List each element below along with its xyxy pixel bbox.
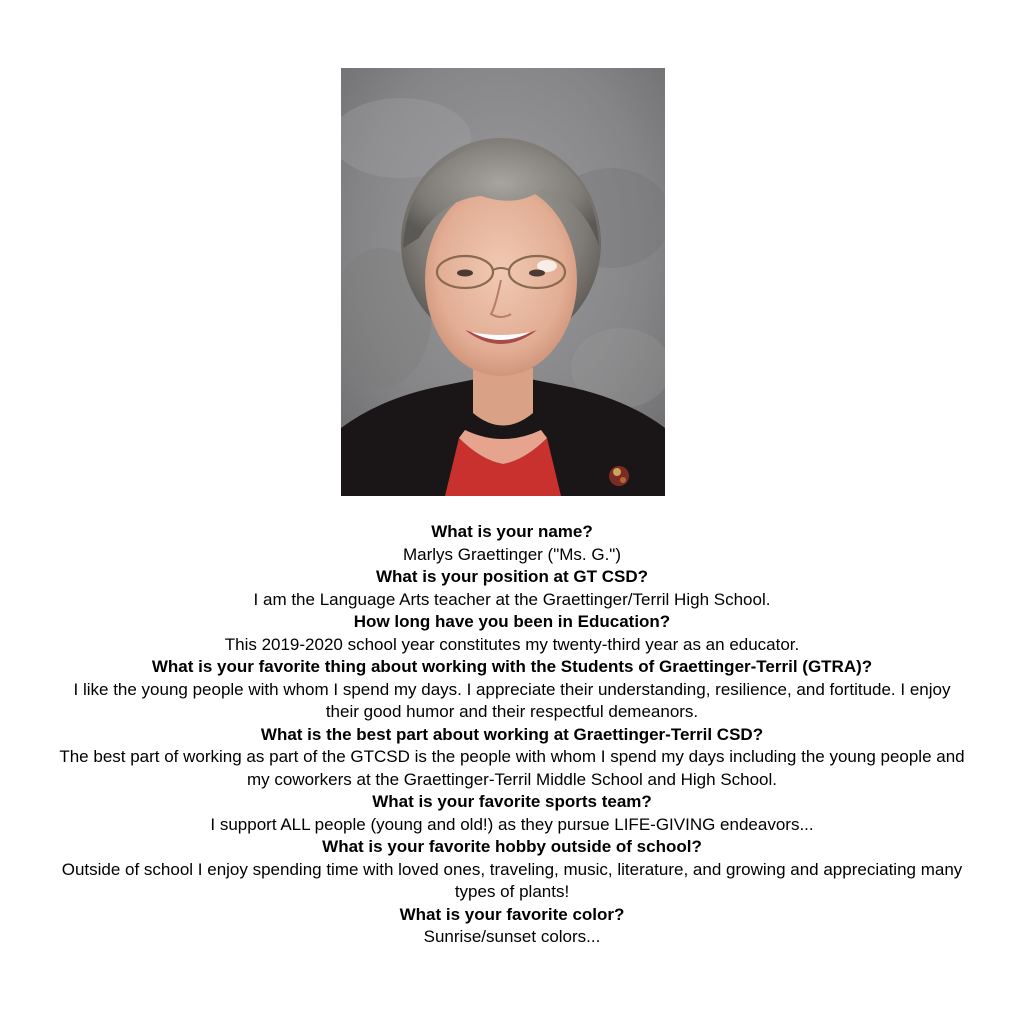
- answer-favorite-thing-students: I like the young people with whom I spend my days. I appreciate their understanding, resilience, and fortitude. I enjoy their good humor and their respectful demeanors.: [73, 679, 951, 721]
- portrait-illustration: [341, 68, 665, 496]
- question-position: What is your position at GT CSD?: [376, 567, 648, 586]
- question-years-in-education: How long have you been in Education?: [353, 612, 671, 631]
- answer-position: I am the Language Arts teacher at the Graettinger/Terril High School.: [253, 589, 771, 609]
- answer-name: Marlys Graettinger ("Ms. G."): [403, 544, 621, 564]
- question-name: What is your name?: [431, 522, 593, 541]
- question-hobby: What is your favorite hobby outside of school?: [322, 837, 702, 856]
- question-favorite-color: What is your favorite color?: [399, 904, 625, 924]
- answer-hobby: Outside of school I enjoy spending time with loved ones, traveling, music, literature, and growing and appreciating many types of plants!: [61, 859, 963, 901]
- question-sports-team: What is your favorite sports team?: [372, 792, 652, 811]
- question-best-part: What is the best part about working at Graettinger-Terril CSD?: [260, 724, 764, 744]
- answer-years-in-education: This 2019-2020 school year constitutes my twenty-third year as an educator.: [224, 634, 800, 654]
- portrait-photo: [341, 68, 665, 496]
- answer-sports-team: I support ALL people (young and old!) as they pursue LIFE-GIVING endeavors...: [210, 814, 814, 834]
- qa-section: [60, 521, 964, 949]
- question-favorite-thing-students: What is your favorite thing about working with the Students of Graettinger-Terril (GTRA)?: [151, 657, 873, 676]
- answer-favorite-color: Sunrise/sunset colors...: [423, 927, 601, 946]
- answer-best-part: The best part of working as part of the GTCSD is the people with whom I spend my days including the young people and my coworkers at the Graettinger-Terril Middle School and High School.: [59, 747, 965, 789]
